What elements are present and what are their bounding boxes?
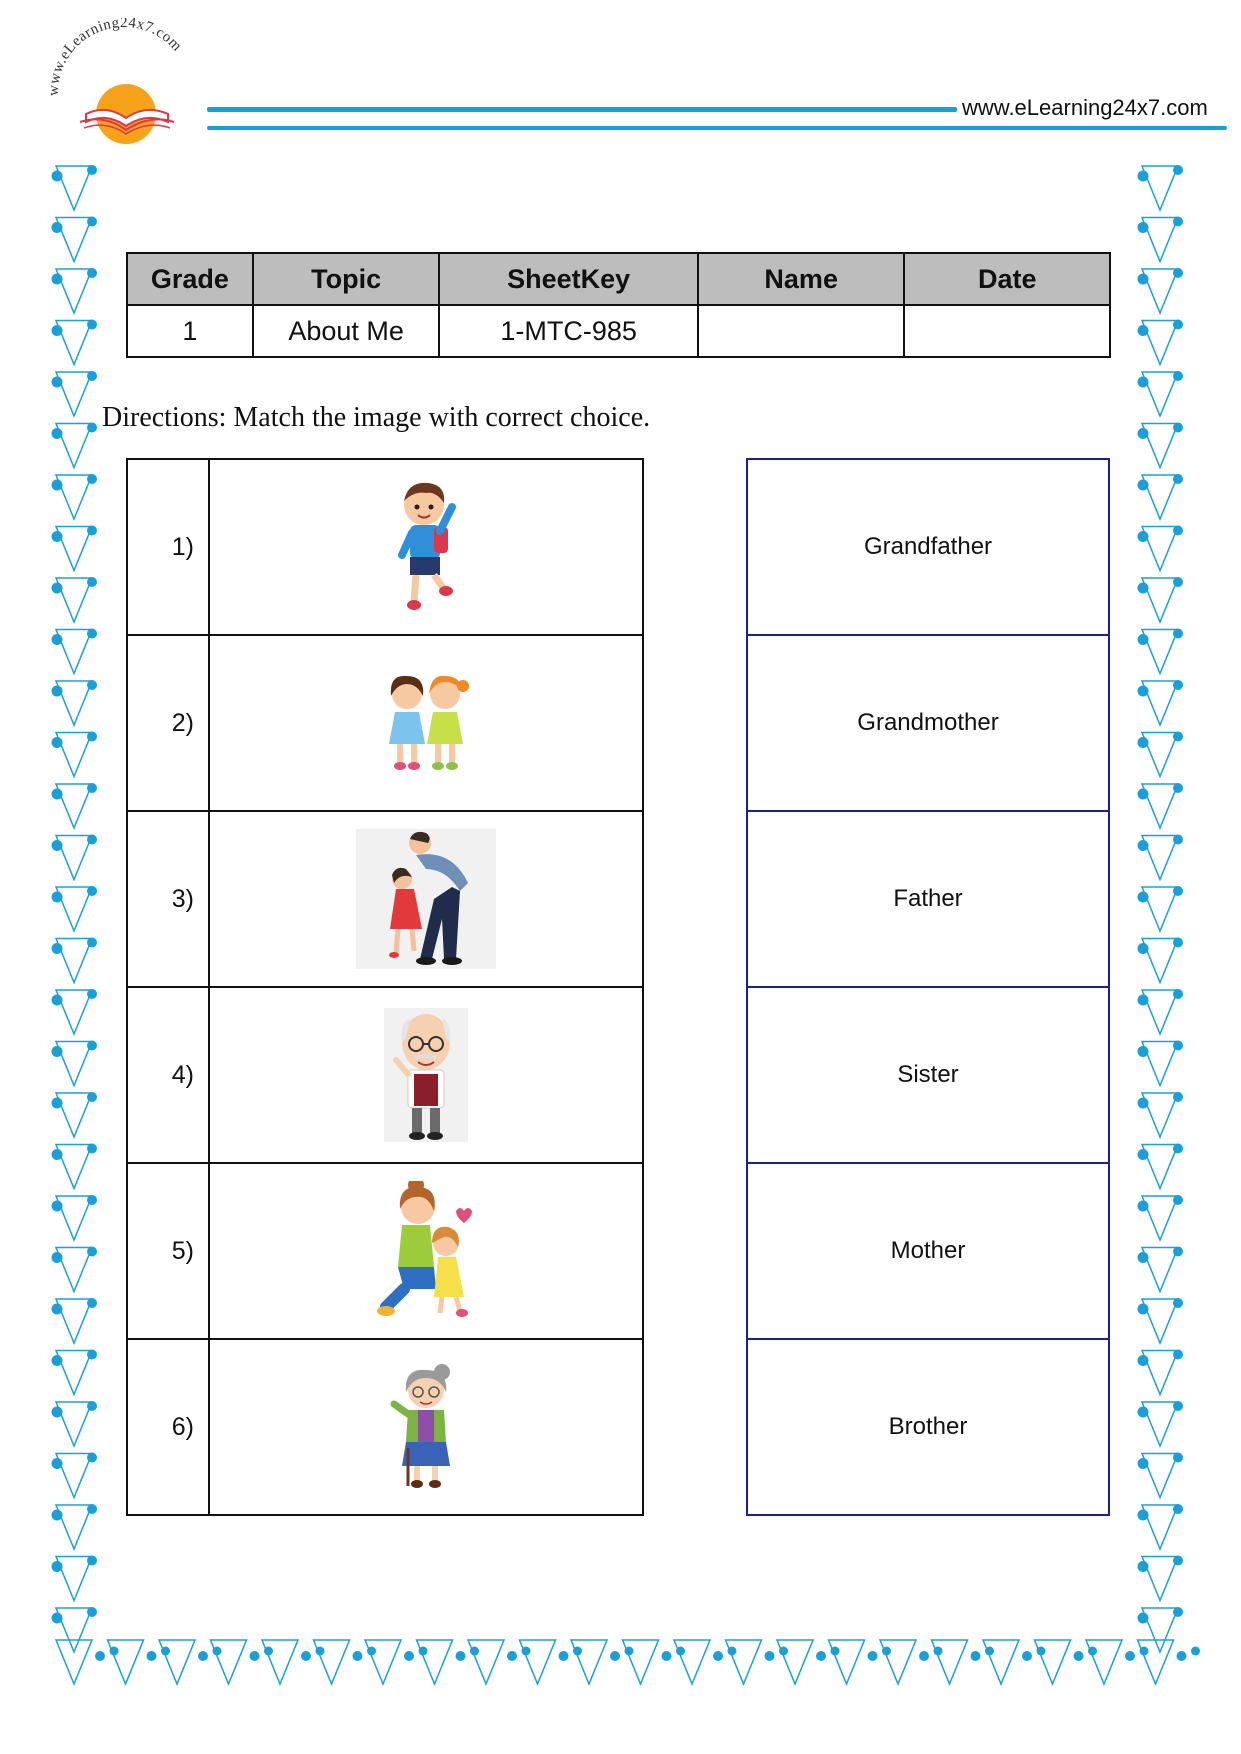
choice-sister[interactable]: Sister [748,988,1108,1164]
choice-father[interactable]: Father [748,812,1108,988]
question-number: 1) [128,460,210,634]
info-value-row [127,305,1110,357]
question-row [128,636,642,812]
question-number: 5) [128,1164,210,1338]
question-number: 6) [128,1340,210,1514]
name-header: Name [698,253,905,305]
question-number: 3) [128,812,210,986]
father-daughter-icon [356,829,496,969]
grade-header: Grade [127,253,253,305]
date-field[interactable] [904,305,1110,357]
sheetkey-header: SheetKey [439,253,698,305]
topic-value: About Me [253,305,440,357]
grandmother-icon [386,1362,466,1492]
info-header-row [127,253,1110,305]
info-table [126,252,1111,358]
header-rule-top [207,107,957,112]
picture-table [126,458,644,1516]
choice-table [746,458,1110,1516]
site-logo [40,18,210,148]
grade-value: 1 [127,305,253,357]
question-image-cell[interactable] [210,460,642,634]
choice-mother[interactable]: Mother [748,1164,1108,1340]
question-row [128,812,642,988]
question-row [128,1164,642,1340]
svg-text:www.eLearning24x7.com [46,18,185,96]
question-image-cell[interactable] [210,988,642,1162]
choice-grandmother[interactable]: Grandmother [748,636,1108,812]
choice-grandfather[interactable]: Grandfather [748,460,1108,636]
question-image-cell[interactable] [210,1340,642,1514]
name-field[interactable] [698,305,905,357]
site-url: www.eLearning24x7.com [962,95,1208,120]
logo-text: www.eLearning24x7.com [45,18,185,97]
sheetkey-value: 1-MTC-985 [439,305,698,357]
two-girls-icon [381,668,471,778]
date-header: Date [904,253,1110,305]
question-image-cell[interactable] [210,812,642,986]
boy-icon [386,477,466,617]
choice-brother[interactable]: Brother [888,1413,968,1440]
question-row [128,988,642,1164]
question-image-cell[interactable] [210,1164,642,1338]
topic-header: Topic [253,253,440,305]
question-row [128,1340,642,1514]
mother-hug-icon [376,1181,476,1321]
question-row [128,460,642,636]
question-number: 4) [128,988,210,1162]
header-rule-bottom [207,126,1227,130]
grandfather-icon [384,1008,468,1142]
question-number: 2) [128,636,210,810]
question-image-cell[interactable] [210,636,642,810]
directions-text: Directions: Match the image with correct choice. [102,402,651,433]
